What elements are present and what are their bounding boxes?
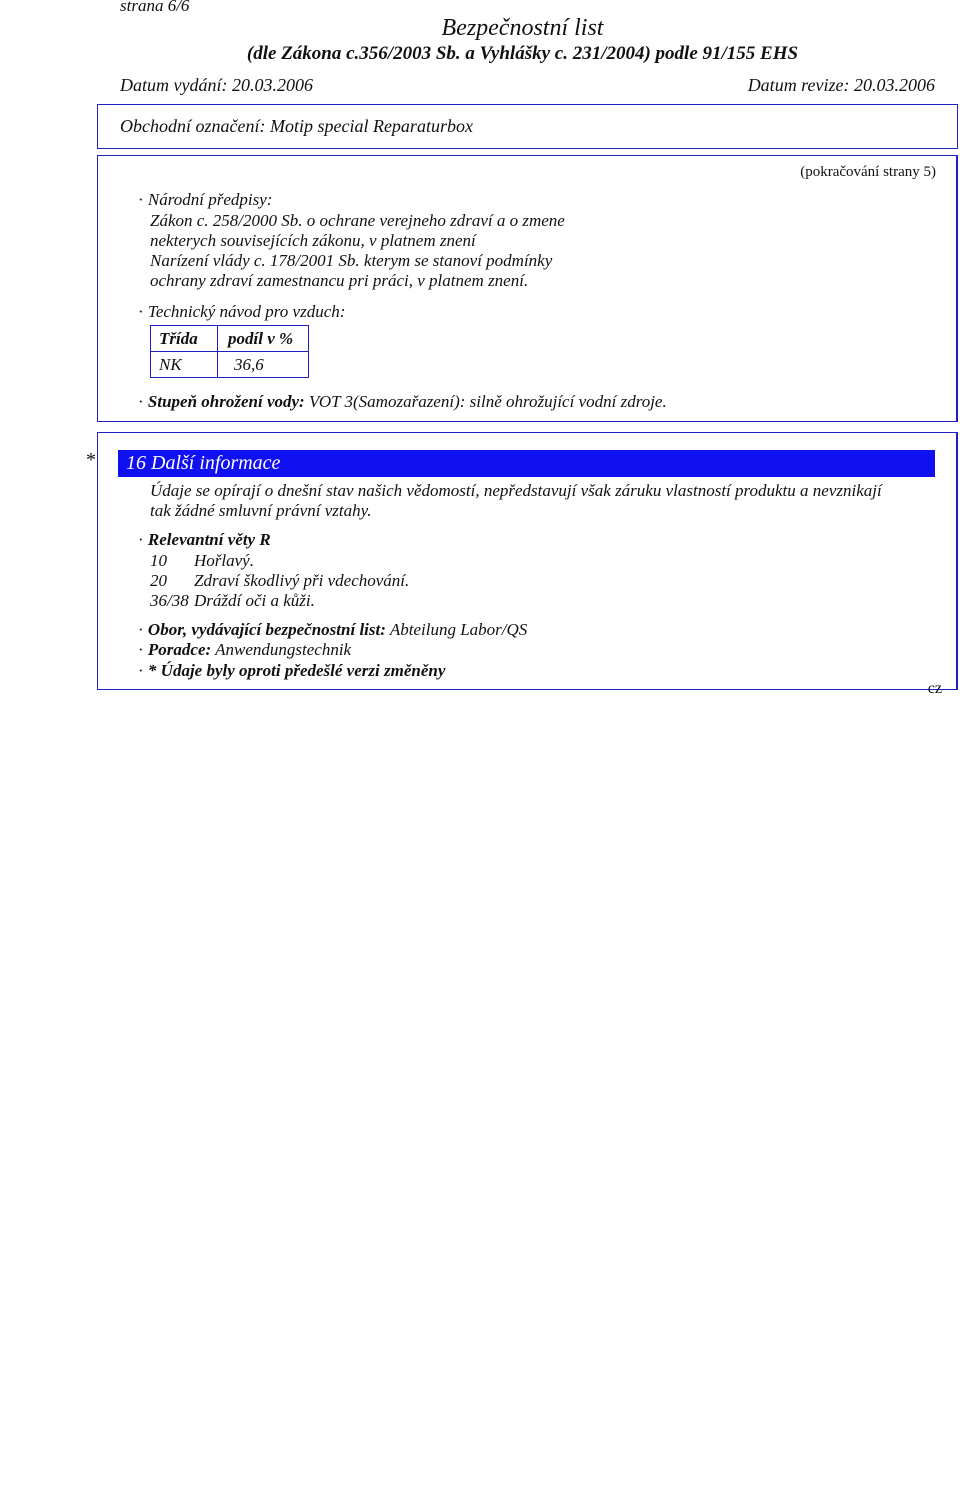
trade-name: Obchodní označení: Motip special Reparaturbox xyxy=(120,116,473,136)
national-line-4: ochrany zdraví zamestnancu pri práci, v platnem znení. xyxy=(150,271,529,290)
r-phrase-text: Dráždí oči a kůži. xyxy=(194,591,315,610)
air-heading-text: Technický návod pro vzduch: xyxy=(147,302,346,321)
national-line-1: Zákon c. 258/2000 Sb. o ochrane verejneho zdraví a o zmene xyxy=(150,211,565,230)
page-number: strana 6/6 xyxy=(120,0,190,15)
issue-date: Datum vydání: 20.03.2006 xyxy=(120,75,313,95)
section-16-intro-2: tak žádné smluvní právní vztahy. xyxy=(150,501,372,520)
national-line-3: Narízení vlády c. 178/2001 Sb. kterym se stanoví podmínky xyxy=(150,251,553,270)
r-phrase-code: 20 xyxy=(150,571,167,590)
advisor xyxy=(138,640,351,660)
changes-note xyxy=(138,661,445,681)
bullet: · xyxy=(138,661,144,680)
issuing-department-value: Abteilung Labor/QS xyxy=(389,620,528,639)
national-regulations-heading xyxy=(138,190,272,210)
table-header-row xyxy=(151,326,309,352)
r-phrases-heading xyxy=(138,530,271,550)
table-cell-share: 36,6 xyxy=(218,352,309,378)
national-line-2: nekterych souvisejících zákonu, v platnem znení xyxy=(150,231,476,250)
table-cell-class: NK xyxy=(151,352,218,378)
r-phrase-code: 10 xyxy=(150,551,167,570)
table-header-class: Třída xyxy=(151,326,218,352)
bullet: · xyxy=(138,190,144,209)
r-phrases-heading-text: Relevantní věty R xyxy=(147,530,271,549)
bullet: · xyxy=(138,640,144,659)
advisor-value: Anwendungstechnik xyxy=(215,640,352,659)
air-heading xyxy=(138,302,345,322)
issuing-department xyxy=(138,620,527,640)
r-phrase-code: 36/38 xyxy=(150,591,189,610)
r-phrase-text: Zdraví škodlivý při vdechování. xyxy=(194,571,410,590)
continuation-note: (pokračování strany 5) xyxy=(800,164,936,180)
revision-date: Datum revize: 20.03.2006 xyxy=(747,75,935,95)
bullet: · xyxy=(138,302,144,321)
language-code: cz xyxy=(927,680,942,697)
bullet: · xyxy=(138,530,144,549)
bullet: · xyxy=(138,620,144,639)
section-16-title: 16 Další informace xyxy=(118,450,935,477)
advisor-label: Poradce: xyxy=(147,640,212,659)
bullet: · xyxy=(138,392,144,411)
section-16-intro-1: Údaje se opírají o dnešní stav našich vědomostí, nepředstavují však záruku vlastností produktu a nevznikají xyxy=(150,481,882,500)
document-title: Bezpečnostní list xyxy=(441,15,604,41)
r-phrase-item xyxy=(150,571,409,591)
document-subtitle: (dle Zákona c.356/2003 Sb. a Vyhlášky c. 231/2004) podle 91/155 EHS xyxy=(246,43,799,64)
changes-note-text: * Údaje byly oproti předešlé verzi změněny xyxy=(147,661,446,680)
table-header-share: podíl v % xyxy=(218,326,309,352)
r-phrase-item xyxy=(150,551,254,571)
air-class-table xyxy=(150,325,309,378)
changed-marker: * xyxy=(86,449,96,471)
national-heading-text: Národní předpisy: xyxy=(147,190,273,209)
water-hazard-label: Stupeň ohrožení vody: xyxy=(147,392,305,411)
r-phrase-item xyxy=(150,591,315,611)
water-hazard xyxy=(138,392,667,412)
water-hazard-value: VOT 3(Samozařazení): silně ohrožující vodní zdroje. xyxy=(308,392,667,411)
issuing-department-label: Obor, vydávající bezpečnostní list: xyxy=(147,620,386,639)
table-row xyxy=(151,352,309,378)
r-phrase-text: Hořlavý. xyxy=(194,551,254,570)
